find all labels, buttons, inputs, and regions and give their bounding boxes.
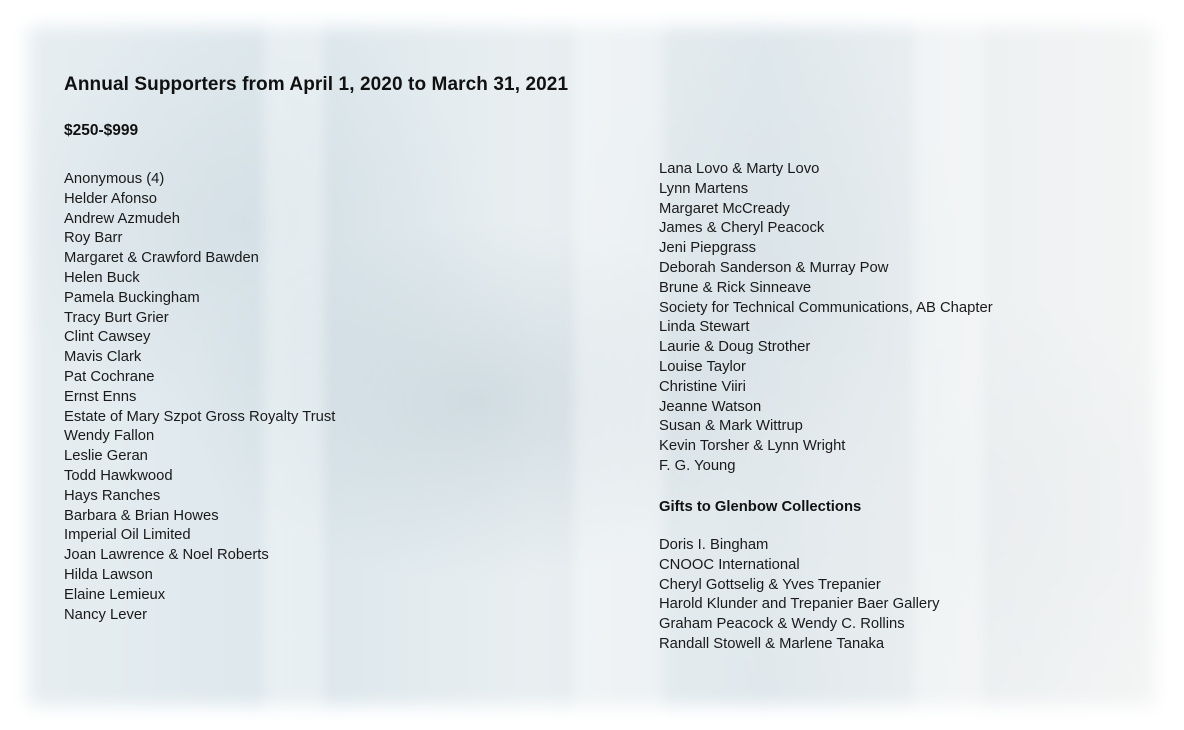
- supporter-name: Jeni Piepgrass: [659, 240, 757, 257]
- supporter-name: Margaret & Crawford Bawden: [64, 250, 259, 267]
- supporter-name: Hays Ranches: [64, 487, 161, 504]
- supporter-name: Clint Cawsey: [64, 329, 151, 346]
- supporter-name: Margaret McCready: [659, 200, 790, 217]
- supporter-name: Graham Peacock & Wendy C. Rollins: [659, 616, 905, 633]
- supporter-name: Joan Lawrence & Noel Roberts: [64, 547, 269, 564]
- supporter-name: James & Cheryl Peacock: [659, 220, 825, 237]
- supporter-name: Roy Barr: [64, 230, 123, 247]
- supporter-name: Elaine Lemieux: [64, 586, 166, 603]
- supporter-name: Lana Lovo & Marty Lovo: [659, 161, 820, 177]
- gifts-list: [659, 536, 939, 655]
- supporter-name: Doris I. Bingham: [659, 537, 769, 553]
- supporter-name: Estate of Mary Szpot Gross Royalty Trust: [64, 408, 336, 425]
- document-content: [14, 12, 1170, 720]
- supporter-name: Deborah Sanderson & Murray Pow: [659, 259, 889, 276]
- supporter-name: Susan & Mark Wittrup: [659, 418, 803, 435]
- supporter-name: Leslie Geran: [64, 448, 148, 465]
- supporter-name: Pamela Buckingham: [64, 289, 200, 306]
- supporter-name: Todd Hawkwood: [64, 467, 173, 484]
- supporter-name: Hilda Lawson: [64, 566, 153, 583]
- supporter-name: Mavis Clark: [64, 349, 142, 366]
- supporter-name: Lynn Martens: [659, 180, 749, 197]
- supporters-page: [14, 12, 1170, 720]
- supporter-name: Society for Technical Communications, AB Chapter: [659, 299, 993, 316]
- supporter-name: Pat Cochrane: [64, 368, 155, 385]
- supporter-list-right: [659, 160, 993, 477]
- supporter-name: Cheryl Gottselig & Yves Trepanier: [659, 576, 881, 593]
- supporter-name: Kevin Torsher & Lynn Wright: [659, 438, 846, 455]
- supporter-name: Anonymous (4): [64, 171, 165, 187]
- supporter-name: Christine Viiri: [659, 378, 746, 395]
- supporter-name: Barbara & Brian Howes: [64, 507, 219, 524]
- supporter-name: Helen Buck: [64, 269, 140, 286]
- page-title: Annual Supporters from April 1, 2020 to March 31, 2021: [64, 74, 569, 95]
- supporter-name: Brune & Rick Sinneave: [659, 279, 812, 296]
- supporter-name: Louise Taylor: [659, 358, 746, 375]
- supporter-name: Andrew Azmudeh: [64, 210, 180, 227]
- supporter-name: Jeanne Watson: [659, 398, 762, 415]
- supporter-name: Randall Stowell & Marlene Tanaka: [659, 635, 885, 652]
- supporter-name: Tracy Burt Grier: [64, 309, 169, 326]
- supporter-name: CNOOC International: [659, 556, 800, 573]
- supporter-name: F. G. Young: [659, 457, 736, 474]
- supporter-list-left: [64, 170, 335, 625]
- supporter-name: Laurie & Doug Strother: [659, 339, 811, 356]
- supporter-name: Nancy Lever: [64, 606, 148, 623]
- supporter-name: Helder Afonso: [64, 190, 157, 207]
- supporter-name: Linda Stewart: [659, 319, 750, 336]
- supporter-name: Imperial Oil Limited: [64, 527, 191, 544]
- gifts-heading: Gifts to Glenbow Collections: [659, 499, 862, 515]
- supporter-name: Ernst Enns: [64, 388, 137, 405]
- supporter-name: Wendy Fallon: [64, 428, 155, 445]
- donation-range-heading: $250-$999: [64, 122, 139, 139]
- supporter-name: Harold Klunder and Trepanier Baer Gallery: [659, 596, 940, 613]
